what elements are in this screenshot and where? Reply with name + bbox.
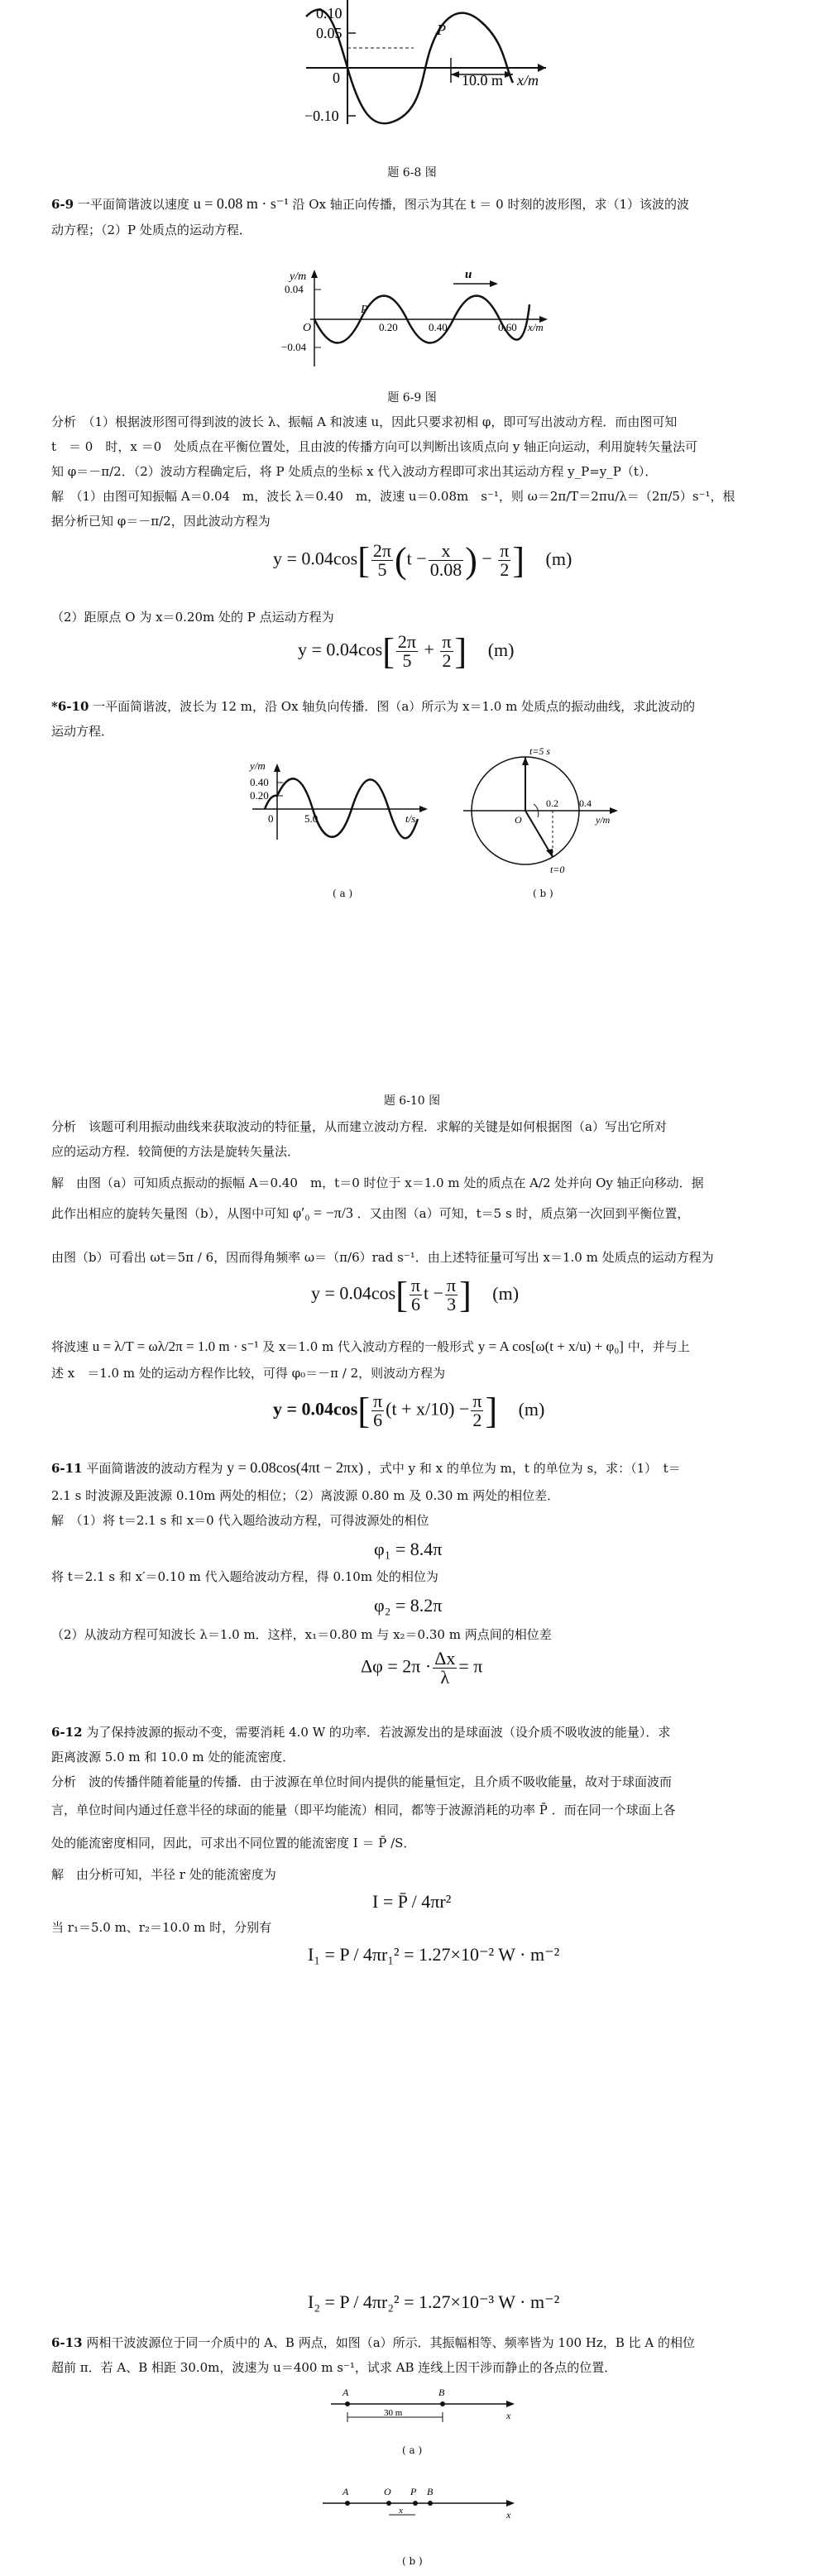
analysis-6-9-line1: 分析 （1）根据波形图可得到波的波长 λ、振幅 A 和波速 u，因此只要求初相 φ，即可写出波动方程．而由图可知 <box>51 414 678 429</box>
analysis-6-12-line2: 言，单位时间内通过任意半径的球面的能量（即平均能流）相同，都等于波源消耗的功率 P̄ ．而在同一个球面上各 <box>51 1803 676 1817</box>
problem-number: 6-11 <box>51 1461 83 1476</box>
fig68-y2: 0.05 <box>316 25 343 41</box>
fig610b-v04: 0.4 <box>579 797 592 809</box>
fig610b-t5: t=5 s <box>529 745 551 757</box>
equation-6-9-wave: y = 0.04cos[ $\frac{2\pi}{5}$ (t − $\frac{x}{0.08}$ ) − $\frac{\pi}{2}$ ] (m) <box>273 540 572 581</box>
analysis-6-9-line2: t ＝ 0 时，x ＝0 处质点在平衡位置处，且由波的传播方向可以判断出该质点向 y 轴正向运动，利用旋转矢量法可 <box>51 439 698 454</box>
fig69-u: u <box>465 268 472 281</box>
problem-6-11-line1: 6-11 平面简谐波的波动方程为 y = 0.08cos(4πt − 2πx) ，式中 y 和 x 的单位为 m，t 的单位为 s，求：（1） t＝ <box>51 1459 681 1476</box>
fig613b-a: A <box>343 2486 349 2497</box>
solution-6-11-line3: （2）从波动方程可知波长 λ＝1.0 m．这样，x₁＝0.80 m 与 x₂＝0.30 m 两点间的相位差 <box>51 1627 552 1642</box>
problem-6-13-line2: 超前 π．若 A、B 相距 30.0m，波速为 u＝400 m s⁻¹，试求 AB 连线上因干涉而静止的各点的位置． <box>51 2360 617 2375</box>
fig610-caption: 题 6-10 图 <box>383 1094 441 1108</box>
fig610a-o: 0 <box>268 812 274 825</box>
fig613a-x: x <box>506 2410 511 2421</box>
fig613b-o: O <box>384 2486 391 2497</box>
equation-6-11-phi2: φ₂ = 8.2π <box>374 1595 443 1616</box>
fig68-y1: 0.10 <box>316 5 343 22</box>
fig613a-b: B <box>438 2387 445 2398</box>
fig613a-dist: 30 m <box>384 2408 403 2418</box>
fig-6-10a <box>248 761 438 852</box>
solution-6-10-line5: 述 x ＝1.0 m 处的运动方程作比较，可得 φ₀＝－π / 2，则波动方程为 <box>51 1366 446 1381</box>
fig69-xlabel: x/m <box>528 321 544 333</box>
fig610a-sub: ( a ) <box>333 888 353 899</box>
fig-6-10b <box>463 745 629 877</box>
fig68-caption: 题 6-8 图 <box>387 166 437 180</box>
analysis-6-12-line1: 分析 波的传播伴随着能量的传播．由于波源在单位时间内提供的能量恒定，且介质不吸收能量，故对于球面波而 <box>51 1774 673 1789</box>
problem-6-12-line1: 6-12 为了保持波源的振动不变，需要消耗 4.0 W 的功率．若波源发出的是球面波（设介质不吸收波的能量）．求 <box>51 1725 671 1740</box>
fig613a-sub: ( a ) <box>402 2444 423 2456</box>
fig610a-x50: 5.0 <box>304 812 319 825</box>
problem-number: *6-10 <box>51 699 89 714</box>
fig69-x1: 0.20 <box>379 321 398 333</box>
fig613b-xl: x <box>399 2506 403 2516</box>
fig610b-o: O <box>515 814 522 826</box>
solution-6-10-line4: 将波速 u = λ/T = ωλ/2π = 1.0 m · s⁻¹ 及 x＝1.0 m 代入波动方程的一般形式 y = A cos[ω(t + x/u) + φ₀] 中，并与上 <box>51 1338 690 1354</box>
solution-6-11-line1: 解 （1）将 t＝2.1 s 和 x＝0 代入题给波动方程，可得波源处的相位 <box>51 1513 429 1528</box>
equation-6-11-phase-diff: Δφ = 2π · $\frac{\Delta x}{\lambda}$ = π <box>361 1648 483 1688</box>
fig68-point: P <box>437 22 446 38</box>
solution-6-10-line2: 此作出相应的旋转矢量图（b），从图中可知 φ′₀ = −π/3 ．又由图（a）可知，t＝5 s 时，质点第一次回到平衡位置， <box>51 1204 690 1221</box>
fig610b-t0: t=0 <box>550 864 565 875</box>
equation-6-11-phi1: φ₁ = 8.4π <box>374 1539 443 1559</box>
problem-6-13-line1: 6-13 两相干波波源位于同一介质中的 A、B 两点，如图（a）所示．其振幅相等、频率皆为 100 Hz，B 比 A 的相位 <box>51 2335 695 2350</box>
fig69-p: P <box>361 304 368 316</box>
fig68-y3: −0.10 <box>304 108 339 124</box>
fig68-xaxis: x/m <box>517 72 539 89</box>
fig613a-a: A <box>343 2387 349 2398</box>
fig68-origin: 0 <box>333 69 340 86</box>
solution-6-10-line3: 由图（b）可看出 ωt＝5π / 6，因而得角频率 ω＝（π/6）rad s⁻¹．由上述特征量可写出 x＝1.0 m 处质点的运动方程为 <box>51 1250 714 1265</box>
solution-6-10-line1: 解 由图（a）可知质点振动的振幅 A＝0.40 m，t＝0 时位于 x＝1.0 m 处的质点在 A/2 处并向 Oy 轴正向移动．据 <box>51 1175 704 1190</box>
fig610a-y040: 0.40 <box>250 776 269 788</box>
fig69-o: O <box>303 322 312 334</box>
fig610b-ylab: y/m <box>596 814 611 826</box>
fig610a-xlabel: t/s <box>405 812 416 825</box>
fig-6-13a <box>323 2382 521 2432</box>
fig69-yneg: −0.04 <box>281 341 307 353</box>
analysis-6-12-line3: 处的能流密度相同，因此，可求出不同位置的能流密度 I ＝ P̄ /S． <box>51 1836 416 1851</box>
wave-speed: u = 0.08 m · s⁻¹ <box>193 195 289 212</box>
fig613b-p: P <box>410 2486 417 2497</box>
equation-6-12-i2: I₂ = P / 4πr₂² = 1.27×10⁻³ W · m⁻² <box>308 2291 560 2312</box>
problem-6-12-line2: 距离波源 5.0 m 和 10.0 m 处的能流密度． <box>51 1750 295 1764</box>
analysis-6-10-line1: 分析 该题可利用振动曲线来获取波动的特征量，从而建立波动方程．求解的关键是如何根据图（a）写出它所对 <box>51 1119 667 1134</box>
fig610b-sub: ( b ) <box>533 888 553 899</box>
fig-6-9 <box>281 263 563 371</box>
analysis-6-9-line3: 知 φ＝－π/2．（2）波动方程确定后，将 P 处质点的坐标 x 代入波动方程即可求出其运动方程 y_P=y_P（t）． <box>51 464 658 479</box>
fig-6-8 <box>281 0 554 132</box>
initial-phase: φ′₀ = −π/3 <box>292 1204 353 1221</box>
problem-number: 6-13 <box>51 2335 83 2350</box>
fig610b-v02: 0.2 <box>546 797 558 809</box>
equation-6-10-wave: y = 0.04cos[ $\frac{\pi}{6}$ (t + x/10) − $\frac{\pi}{2}$ ] (m) <box>273 1391 545 1431</box>
equation-6-10-vibration: y = 0.04cos[ $\frac{\pi}{6}$ t − $\frac{\pi}{3}$ ] (m) <box>311 1275 520 1315</box>
problem-number: 6-9 <box>51 197 74 212</box>
solution-6-12-line2: 当 r₁＝5.0 m、r₂＝10.0 m 时，分别有 <box>51 1920 272 1935</box>
fig69-ylabel: y/m <box>290 271 307 283</box>
fig610a-ylabel: y/m <box>250 761 266 772</box>
equation-6-12-i1: I₁ = P / 4πr₁² = 1.27×10⁻² W · m⁻² <box>308 1944 560 1965</box>
fig69-x3: 0.60 <box>498 321 517 333</box>
solution-6-9-line1: 解 （1）由图可知振幅 A＝0.04 m，波长 λ＝0.40 m，波速 u＝0.08m s⁻¹，则 ω＝2π/T＝2πu/λ＝（2π/5）s⁻¹，根 <box>51 489 735 504</box>
fig69-y004: 0.04 <box>285 283 304 295</box>
fig69-caption: 题 6-9 图 <box>387 391 437 405</box>
problem-6-9-line1: 6-9 一平面简谐波以速度 u = 0.08 m · s⁻¹ 沿 Ox 轴正向传播，图示为其在 t ＝ 0 时刻的波形图，求（1）该波的波 <box>51 195 690 212</box>
problem-6-9-line2: 动方程；（2）P 处质点的运动方程． <box>51 223 252 237</box>
analysis-6-10-line2: 应的运动方程．较简便的方法是旋转矢量法． <box>51 1144 300 1159</box>
fig610a-y020: 0.20 <box>250 789 269 802</box>
equation-6-9-point: y = 0.04cos[ $\frac{2\pi}{5}$ + $\frac{\pi}{2}$ ] (m) <box>298 631 515 672</box>
fig69-x2: 0.40 <box>429 321 448 333</box>
solution-6-12-line1: 解 由分析可知，半径 r 处的能流密度为 <box>51 1867 276 1882</box>
wave-equation: y = 0.08cos(4πt − 2πx) <box>227 1459 364 1476</box>
problem-number: 6-12 <box>51 1725 83 1740</box>
fig613b-x: x <box>506 2509 511 2521</box>
fig613b-b: B <box>427 2486 434 2497</box>
solution-6-9-line3: （2）距原点 O 为 x＝0.20m 处的 P 点运动方程为 <box>51 610 334 625</box>
fig613b-sub: ( b ) <box>402 2555 423 2567</box>
problem-6-11-line2: 2.1 s 时波源及距波源 0.10m 两处的相位；（2）离波源 0.80 m 及 0.30 m 两处的相位差． <box>51 1488 560 1503</box>
fig-6-13b <box>314 2478 521 2528</box>
solution-6-11-line2: 将 t＝2.1 s 和 x′＝0.10 m 代入题给波动方程，得 0.10m 处的相位为 <box>51 1569 438 1584</box>
solution-6-9-line2: 据分析已知 φ＝－π/2，因此波动方程为 <box>51 514 271 529</box>
problem-6-10-line2: 运动方程． <box>51 724 114 739</box>
fig68-dist: 10.0 m <box>462 72 504 89</box>
problem-6-10-line1: *6-10 一平面简谐波，波长为 12 m，沿 Ox 轴负向传播．图（a）所示为 x＝1.0 m 处质点的振动曲线，求此波动的 <box>51 699 696 714</box>
equation-6-12-intensity: I = P̄ / 4πr² <box>372 1891 452 1912</box>
